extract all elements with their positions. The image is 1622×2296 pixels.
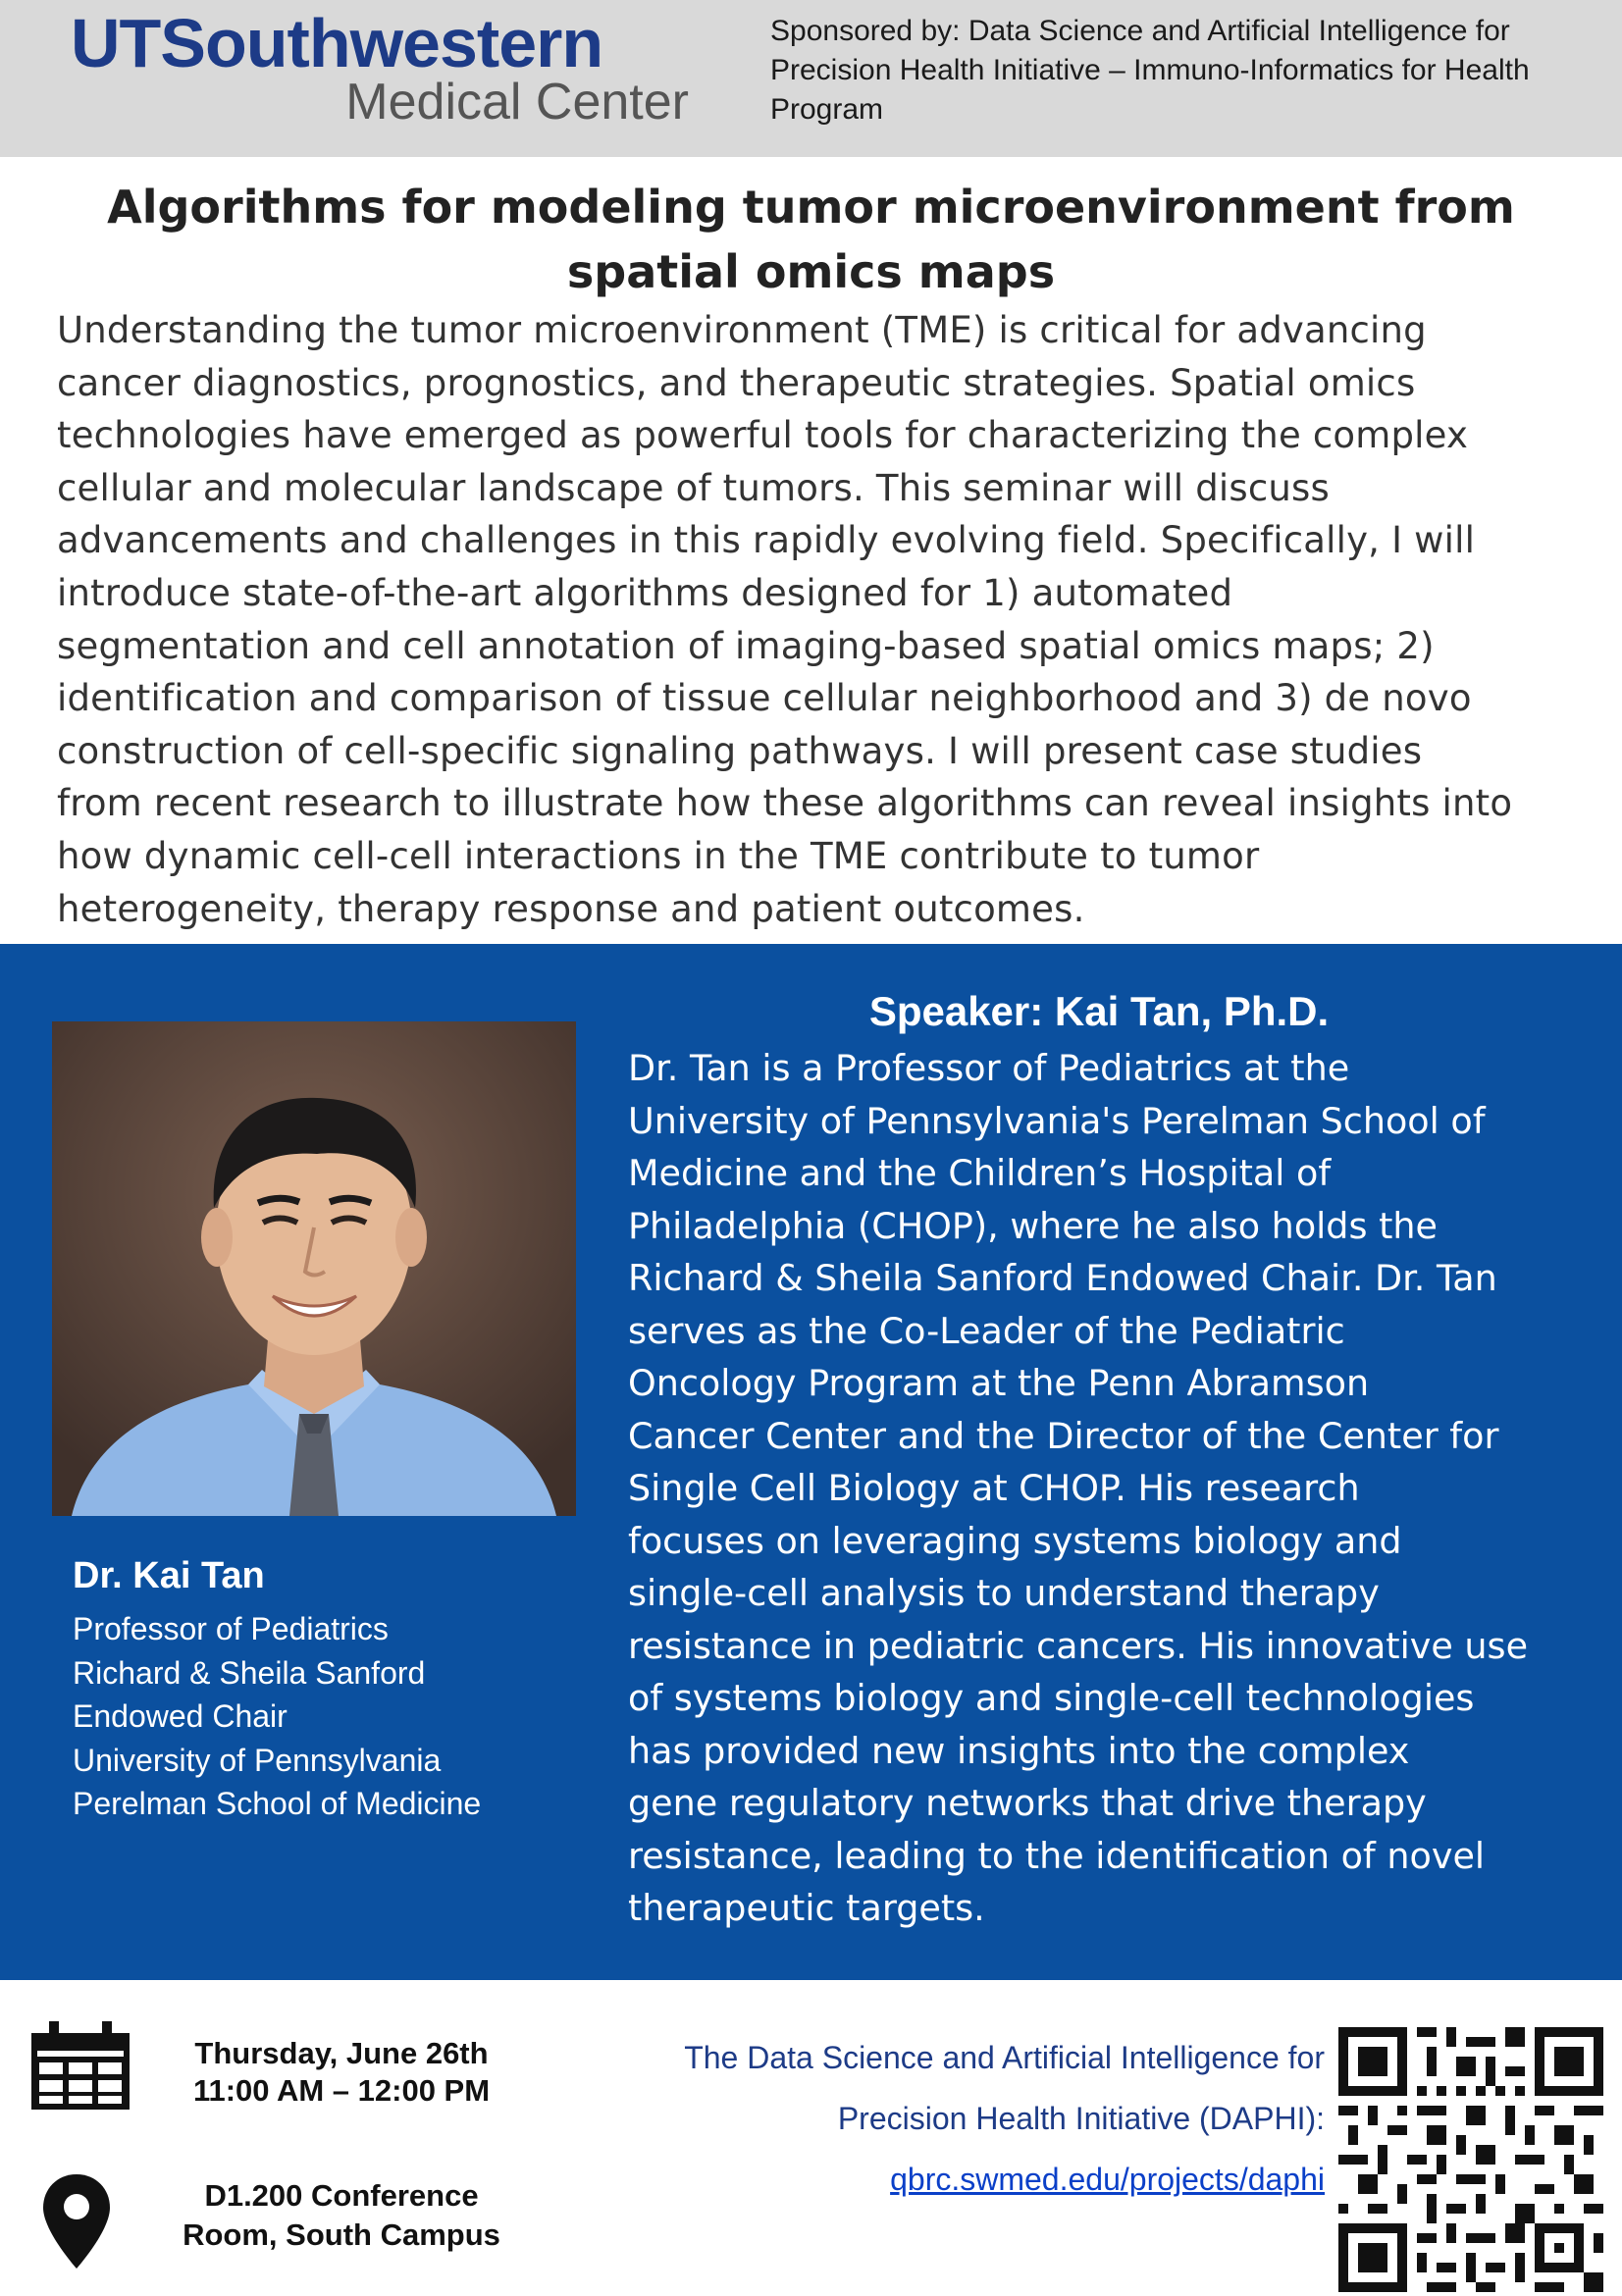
affiliation-line: University of Pennsylvania [73,1742,442,1778]
daphi-info [549,2027,1325,2210]
event-location [165,2176,518,2255]
bio-line: Richard & Sheila Sanford Endowed Chair. Dr. Tan [628,1257,1497,1299]
event-footer [0,1980,1622,2296]
bio-line: resistance in pediatric cancers. His innovative use [628,1624,1529,1667]
bio-line: Medicine and the Children’s Hospital of [628,1152,1332,1194]
abstract-line: heterogeneity, therapy response and patient outcomes. [57,887,1085,930]
speaker-photo [52,1021,576,1516]
daphi-link[interactable]: qbrc.swmed.edu/projects/daphi [890,2162,1325,2197]
abstract-line: cellular and molecular landscape of tumors. This seminar will discuss [57,466,1331,509]
bio-line: Philadelphia (CHOP), where he also holds the [628,1204,1438,1247]
abstract-line: segmentation and cell annotation of imaging-based spatial omics maps; 2) [57,624,1435,667]
abstract-line: advancements and challenges in this rapidly evolving field. Specifically, I will [57,519,1476,562]
event-time: 11:00 AM – 12:00 PM [192,2073,491,2108]
abstract [57,304,1588,935]
event-date: Thursday, June 26th [194,2036,489,2070]
sponsor-label: Sponsored by: [770,15,961,47]
abstract-line: cancer diagnostics, prognostics, and therapeutic strategies. Spatial omics [57,361,1416,404]
daphi-line: The Data Science and Artificial Intelligence for [684,2040,1325,2075]
abstract-line: Understanding the tumor microenvironment (TME) is critical for advancing [57,309,1427,351]
seminar-title [39,175,1583,304]
affiliation-line: Endowed Chair [73,1698,288,1734]
header-bar [0,0,1622,157]
sponsor-name: Data Science and Artificial Intelligence for Precision Health Initiative – Immuno-Informatics for Health Program [770,15,1530,126]
title-line: spatial omics maps [566,245,1056,298]
bio-line: focuses on leveraging systems biology and [628,1519,1402,1562]
speaker-name: Dr. Kai Tan [73,1555,265,1596]
location-line: Room, South Campus [183,2218,500,2252]
bio-line: single-cell analysis to understand therapy [628,1572,1380,1614]
speaker-affiliation [73,1607,481,1826]
abstract-line: technologies have emerged as powerful tools for characterizing the complex [57,414,1469,457]
bio-line: serves as the Co-Leader of the Pediatric [628,1309,1345,1352]
qr-code[interactable] [1338,2027,1603,2292]
logo-wordmark: UTSouthwestern [71,5,603,81]
bio-line: Dr. Tan is a Professor of Pediatrics at the [628,1047,1350,1089]
abstract-line: how dynamic cell-cell interactions in the TME contribute to tumor [57,834,1260,877]
utsw-logo [71,6,689,153]
bio-line: has provided new insights into the complex [628,1729,1410,1772]
bio-line: Oncology Program at the Penn Abramson [628,1362,1370,1404]
abstract-line: identification and comparison of tissue cellular neighborhood and 3) de novo [57,677,1472,720]
speaker-panel [0,944,1622,1980]
daphi-line: Precision Health Initiative (DAPHI): [837,2101,1325,2136]
speaker-bio [628,1042,1590,1935]
abstract-line: introduce state-of-the-art algorithms designed for 1) automated [57,571,1233,614]
affiliation-line: Professor of Pediatrics [73,1611,389,1646]
location-pin-icon [41,2172,112,2270]
bio-line: gene regulatory networks that drive therapy [628,1782,1427,1824]
bio-line: Single Cell Biology at CHOP. His research [628,1467,1360,1509]
abstract-line: from recent research to illustrate how these algorithms can reveal insights into [57,782,1513,825]
affiliation-line: Perelman School of Medicine [73,1786,482,1821]
logo-subtitle: Medical Center [345,74,689,130]
location-line: D1.200 Conference [204,2178,479,2213]
bio-line: resistance, leading to the identification of novel [628,1834,1486,1877]
bio-line: of systems biology and single-cell technologies [628,1677,1475,1719]
title-line: Algorithms for modeling tumor microenvironment from [107,181,1515,234]
event-datetime [165,2035,518,2110]
calendar-icon [27,2019,133,2113]
abstract-line: construction of cell-specific signaling pathways. I will present case studies [57,729,1423,772]
sponsor-text [770,12,1595,130]
portrait-illustration [52,1021,576,1516]
bio-line: University of Pennsylvania's Perelman School of [628,1099,1486,1142]
bio-line: Cancer Center and the Director of the Center for [628,1414,1499,1457]
speaker-heading: Speaker: Kai Tan, Ph.D. [868,988,1330,1034]
bio-line: therapeutic targets. [628,1887,985,1929]
affiliation-line: Richard & Sheila Sanford [73,1654,426,1691]
